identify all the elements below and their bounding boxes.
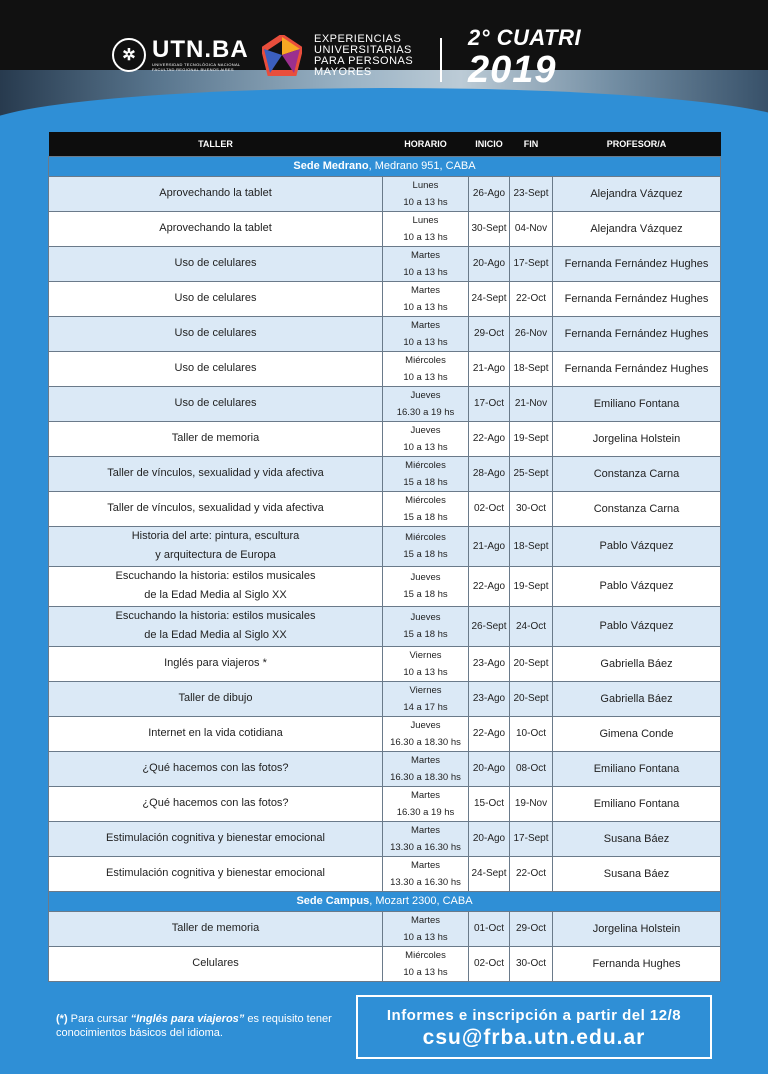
table-row [49,786,721,821]
inicio-cell: 23-Ago [469,681,510,716]
taller-cell [49,856,383,891]
horario-cell [383,946,469,981]
inicio-cell: 17-Oct [469,386,510,421]
time-text: 16.30 a 18.30 hs [390,771,461,783]
program-line-1: EXPERIENCIAS [314,33,402,45]
table-body [49,156,721,981]
inicio-cell: 20-Ago [469,821,510,856]
taller-name: Taller de memoria [171,922,260,934]
fin-cell: 24-Oct [510,606,553,646]
table-row [49,946,721,981]
taller-name: Internet en la vida cotidiana [148,727,283,739]
profesor-cell: Pablo Vázquez [553,606,721,646]
utn-emblem-icon: ✲ [112,38,146,72]
program-line-4: MAYORES [314,66,372,78]
utn-logo [112,38,249,72]
footnote-post: es requisito tener conocimientos básicos del idioma. [56,1013,332,1039]
horario-cell [383,281,469,316]
taller-name: de la Edad Media al Siglo XX [144,589,287,601]
profesor-cell: Emiliano Fontana [553,786,721,821]
day-text: Miércoles [405,494,446,506]
table-row [49,751,721,786]
day-text: Martes [410,789,441,801]
table-row [49,491,721,526]
fin-cell: 29-Oct [510,911,553,946]
table-row [49,386,721,421]
inicio-cell: 02-Oct [469,491,510,526]
taller-name: Celulares [192,957,239,969]
horario-cell [383,606,469,646]
inicio-cell: 23-Ago [469,646,510,681]
taller-name: Inglés para viajeros * [164,657,267,669]
taller-cell [49,456,383,491]
profesor-cell: Jorgelina Holstein [553,421,721,456]
profesor-cell: Susana Báez [553,856,721,891]
taller-cell [49,946,383,981]
horario-cell [383,386,469,421]
taller-name: Uso de celulares [174,257,257,269]
profesor-cell: Pablo Vázquez [553,526,721,566]
fin-cell: 18-Sept [510,526,553,566]
contact-email[interactable]: csu@frba.utn.edu.ar [422,1026,646,1049]
schedule-table [48,132,721,982]
taller-cell [49,786,383,821]
time-text: 15 a 18 hs [403,629,448,640]
taller-cell [49,176,383,211]
term-label [468,26,581,90]
inicio-cell: 22-Ago [469,566,510,606]
fin-cell: 17-Sept [510,246,553,281]
horario-cell [383,491,469,526]
fin-cell: 19-Sept [510,566,553,606]
program-logo [262,34,413,78]
day-text: Miércoles [405,532,446,543]
time-text: 16.30 a 19 hs [396,406,455,418]
time-text: 15 a 18 hs [403,589,448,600]
taller-cell [49,421,383,456]
sede-address: , Medrano 951, CABA [368,160,476,172]
taller-cell [49,716,383,751]
taller-cell [49,821,383,856]
year-text: 2019 [468,49,557,91]
footnote-course: “Inglés para viajeros” [130,1013,245,1025]
time-text: 10 a 13 hs [403,441,448,453]
table-row [49,606,721,646]
table-row [49,281,721,316]
taller-cell [49,246,383,281]
day-text: Martes [410,914,441,926]
table-row [49,246,721,281]
utn-sub1: UNIVERSIDAD TECNOLÓGICA NACIONAL [152,62,241,67]
taller-name: Estimulación cognitiva y bienestar emocional [106,832,325,844]
sede-address: , Mozart 2300, CABA [369,895,473,907]
table-row [49,646,721,681]
taller-name: Uso de celulares [174,397,257,409]
taller-cell [49,566,383,606]
taller-cell [49,386,383,421]
taller-name: Uso de celulares [174,292,257,304]
column-header: TALLER [49,132,383,156]
program-line-3: PARA PERSONAS [314,55,414,67]
time-text: 15 a 18 hs [403,511,448,523]
inicio-cell: 02-Oct [469,946,510,981]
time-text: 10 a 13 hs [403,666,448,678]
horario-cell [383,911,469,946]
table-row [49,316,721,351]
taller-cell [49,646,383,681]
inicio-cell: 15-Oct [469,786,510,821]
inicio-cell: 30-Sept [469,211,510,246]
horario-cell [383,526,469,566]
taller-name: Escuchando la historia: estilos musicales [115,610,316,622]
taller-name: Estimulación cognitiva y bienestar emocional [106,867,325,879]
inicio-cell: 24-Sept [469,856,510,891]
term-text: 2° CUATRI [468,25,582,50]
sede-heading [49,891,721,911]
day-text: Miércoles [405,949,446,961]
taller-name: Aprovechando la tablet [159,222,272,234]
profesor-cell: Fernanda Fernández Hughes [553,246,721,281]
time-text: 10 a 13 hs [403,196,448,208]
column-header: PROFESOR/A [553,132,721,156]
horario-cell [383,456,469,491]
day-text: Martes [410,319,441,331]
time-text: 10 a 13 hs [403,231,448,243]
day-text: Miércoles [405,459,446,471]
table-row [49,421,721,456]
horario-cell [383,176,469,211]
sede-heading [49,156,721,176]
header-banner [0,0,768,130]
taller-name: ¿Qué hacemos con las fotos? [142,762,289,774]
fin-cell: 19-Nov [510,786,553,821]
taller-name: Uso de celulares [174,327,257,339]
profesor-cell: Constanza Carna [553,491,721,526]
profesor-cell: Emiliano Fontana [553,751,721,786]
table-row [49,526,721,566]
table-row [49,351,721,386]
fin-cell: 17-Sept [510,821,553,856]
time-text: 10 a 13 hs [403,301,448,313]
taller-cell [49,606,383,646]
taller-name: Taller de vínculos, sexualidad y vida afectiva [107,467,324,479]
time-text: 13.30 a 16.30 hs [390,841,461,853]
inicio-cell: 24-Sept [469,281,510,316]
fin-cell: 23-Sept [510,176,553,211]
footnote-pre: Para cursar [67,1013,131,1025]
table-header-row [49,132,721,156]
column-header: HORARIO [383,132,469,156]
time-text: 15 a 18 hs [403,549,448,560]
table-row [49,681,721,716]
taller-cell [49,491,383,526]
day-text: Miércoles [405,354,446,366]
taller-name: Taller de memoria [171,432,260,444]
horario-cell [383,566,469,606]
horario-cell [383,211,469,246]
fin-cell: 20-Sept [510,646,553,681]
day-text: Viernes [409,649,442,661]
program-emblem-icon [262,35,302,77]
time-text: 10 a 13 hs [403,931,448,943]
fin-cell: 30-Oct [510,946,553,981]
table-row [49,911,721,946]
profesor-cell: Gabriella Báez [553,646,721,681]
fin-cell: 04-Nov [510,211,553,246]
profesor-cell: Susana Báez [553,821,721,856]
footnote-mark: (*) [56,1013,68,1025]
taller-cell [49,316,383,351]
profesor-cell: Fernanda Fernández Hughes [553,351,721,386]
day-text: Jueves [410,719,441,731]
utn-logo-text: UTN.BA [152,36,249,63]
taller-cell [49,281,383,316]
time-text: 13.30 a 16.30 hs [390,876,461,888]
horario-cell [383,246,469,281]
day-text: Martes [410,824,441,836]
info-box [356,995,712,1059]
inicio-cell: 21-Ago [469,526,510,566]
info-line: Informes e inscripción a partir del 12/8 [386,1007,682,1024]
inicio-cell: 20-Ago [469,751,510,786]
time-text: 15 a 18 hs [403,476,448,488]
inicio-cell: 26-Sept [469,606,510,646]
day-text: Jueves [410,389,441,401]
fin-cell: 21-Nov [510,386,553,421]
day-text: Martes [410,284,441,296]
taller-cell [49,911,383,946]
taller-name: Aprovechando la tablet [159,187,272,199]
sede-name: Sede Campus [296,895,370,907]
time-text: 10 a 13 hs [403,266,448,278]
inicio-cell: 26-Ago [469,176,510,211]
header-divider [440,38,442,82]
taller-name: Taller de dibujo [178,692,253,704]
table-row [49,176,721,211]
horario-cell [383,786,469,821]
day-text: Jueves [410,612,441,623]
time-text: 10 a 13 hs [403,371,448,383]
taller-name: Escuchando la historia: estilos musicales [115,570,316,582]
table-row [49,211,721,246]
taller-cell [49,211,383,246]
horario-cell [383,856,469,891]
day-text: Lunes [412,179,439,191]
taller-name: Historia del arte: pintura, escultura [131,530,300,542]
day-text: Viernes [409,684,442,696]
fin-cell: 25-Sept [510,456,553,491]
taller-name: Taller de vínculos, sexualidad y vida afectiva [107,502,324,514]
taller-cell [49,351,383,386]
footnote [56,1012,356,1040]
inicio-cell: 01-Oct [469,911,510,946]
profesor-cell: Alejandra Vázquez [553,176,721,211]
time-text: 16.30 a 18.30 hs [390,736,461,748]
profesor-cell: Fernanda Fernández Hughes [553,316,721,351]
profesor-cell: Gabriella Báez [553,681,721,716]
fin-cell: 08-Oct [510,751,553,786]
profesor-cell: Fernanda Fernández Hughes [553,281,721,316]
profesor-cell: Alejandra Vázquez [553,211,721,246]
profesor-cell: Emiliano Fontana [553,386,721,421]
profesor-cell: Constanza Carna [553,456,721,491]
horario-cell [383,716,469,751]
profesor-cell: Jorgelina Holstein [553,911,721,946]
utn-sub2: FACULTAD REGIONAL BUENOS AIRES [152,67,234,72]
table-row [49,856,721,891]
table-row [49,456,721,491]
program-line-2: UNIVERSITARIAS [314,44,412,56]
taller-name: de la Edad Media al Siglo XX [144,629,287,641]
horario-cell [383,316,469,351]
profesor-cell: Pablo Vázquez [553,566,721,606]
horario-cell [383,421,469,456]
fin-cell: 19-Sept [510,421,553,456]
taller-name: ¿Qué hacemos con las fotos? [142,797,289,809]
taller-cell [49,681,383,716]
taller-name: y arquitectura de Europa [155,549,276,561]
horario-cell [383,351,469,386]
profesor-cell: Fernanda Hughes [553,946,721,981]
time-text: 16.30 a 19 hs [396,806,455,818]
inicio-cell: 21-Ago [469,351,510,386]
sede-row [49,891,721,911]
day-text: Jueves [410,572,441,583]
column-header: INICIO [469,132,510,156]
fin-cell: 30-Oct [510,491,553,526]
time-text: 14 a 17 hs [403,701,448,713]
fin-cell: 26-Nov [510,316,553,351]
inicio-cell: 22-Ago [469,421,510,456]
horario-cell [383,751,469,786]
fin-cell: 22-Oct [510,856,553,891]
fin-cell: 18-Sept [510,351,553,386]
taller-cell [49,751,383,786]
inicio-cell: 22-Ago [469,716,510,751]
table-row [49,566,721,606]
inicio-cell: 20-Ago [469,246,510,281]
profesor-cell: Gimena Conde [553,716,721,751]
fin-cell: 20-Sept [510,681,553,716]
horario-cell [383,646,469,681]
day-text: Jueves [410,424,441,436]
time-text: 10 a 13 hs [403,966,448,978]
table-row [49,716,721,751]
day-text: Martes [410,754,441,766]
day-text: Martes [410,859,441,871]
inicio-cell: 28-Ago [469,456,510,491]
sede-name: Sede Medrano [293,160,369,172]
schedule-table-wrapper [48,132,720,982]
fin-cell: 10-Oct [510,716,553,751]
day-text: Martes [410,249,441,261]
inicio-cell: 29-Oct [469,316,510,351]
horario-cell [383,681,469,716]
taller-cell [49,526,383,566]
fin-cell: 22-Oct [510,281,553,316]
day-text: Lunes [412,214,439,226]
taller-name: Uso de celulares [174,362,257,374]
sede-row [49,156,721,176]
table-row [49,821,721,856]
horario-cell [383,821,469,856]
time-text: 10 a 13 hs [403,336,448,348]
column-header: FIN [510,132,553,156]
